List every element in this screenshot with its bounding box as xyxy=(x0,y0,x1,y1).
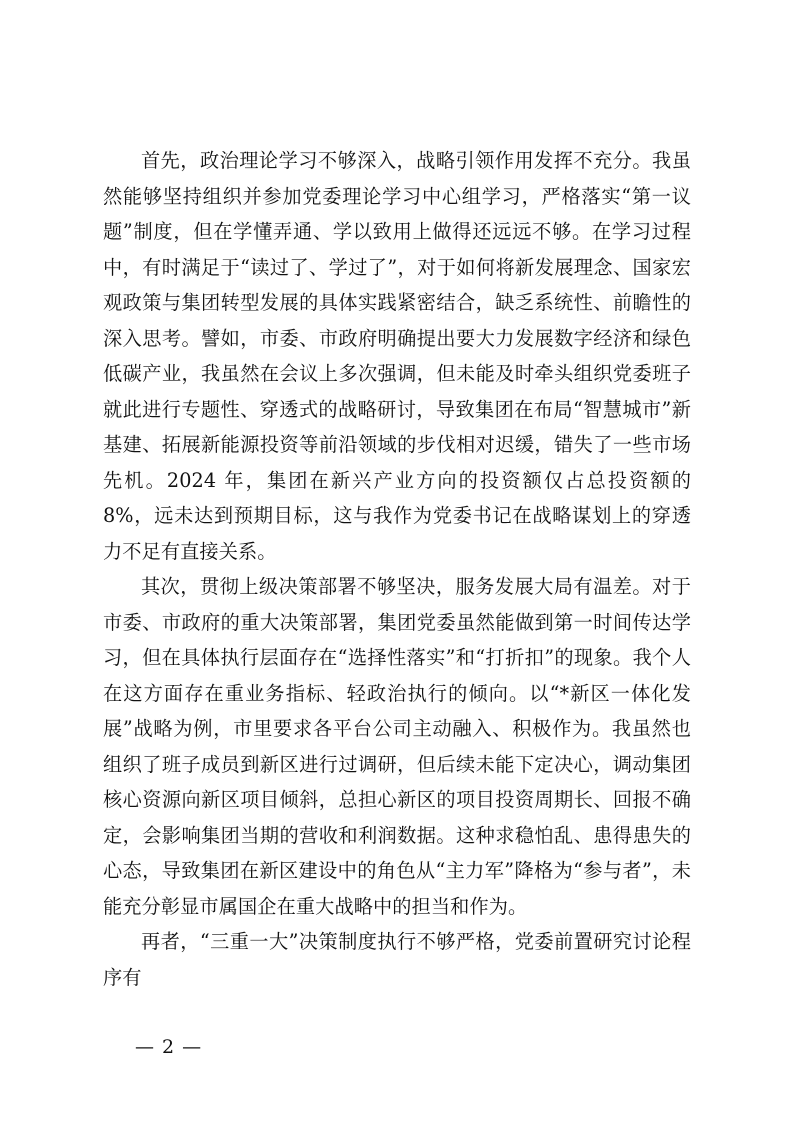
body-text xyxy=(103,143,691,995)
page-number: — 2 — xyxy=(135,1036,203,1058)
paragraph-3: 再者，“三重一大”决策制度执行不够严格，党委前置研究讨论程序有 xyxy=(103,930,691,989)
paragraph-2: 其次，贯彻上级决策部署不够坚决，服务发展大局有温差。对于市委、市政府的重大决策部署，集团党委虽然能做到第一时间传达学习，但在具体执行层面存在“选择性落实”和“打折扣”的现象。我个人在这方面存在重业务指标、轻政治执行的倾向。以“*新区一体化发展”战略为例，市里要求各平台公司主动融入、积极作为。我虽然也组织了班子成员到新区进行过调研，但后续未能下定决心，调动集团核心资源向新区项目倾斜，总担心新区的项目投资周期长、回报不确定，会影响集团当期的营收和利润数据。这种求稳怕乱、患得患失的心态，导致集团在新区建设中的角色从“主力军”降格为“参与者”，未能充分彰显市属国企在重大战略中的担当和作为。 xyxy=(103,575,691,918)
paragraph-1: 首先，政治理论学习不够深入，战略引领作用发挥不充分。我虽然能够坚持组织并参加党委理论学习中心组学习，严格落实“第一议题”制度，但在学懂弄通、学以致用上做得还远远不够。在学习过程中，有时满足于“读过了、学过了”，对于如何将新发展理念、国家宏观政策与集团转型发展的具体实践紧密结合，缺乏系统性、前瞻性的深入思考。譬如，市委、市政府明确提出要大力发展数字经济和绿色低碳产业，我虽然在会议上多次强调，但未能及时牵头组织党委班子就此进行专题性、穿透式的战略研讨，导致集团在布局“智慧城市”新基建、拓展新能源投资等前沿领域的步伐相对迟缓，错失了一些市场先机。2024 年，集团在新兴产业方向的投资额仅占总投资额的 8%，远未达到预期目标，这与我作为党委书记在战略谋划上的穿透力不足有直接关系。 xyxy=(103,149,691,563)
